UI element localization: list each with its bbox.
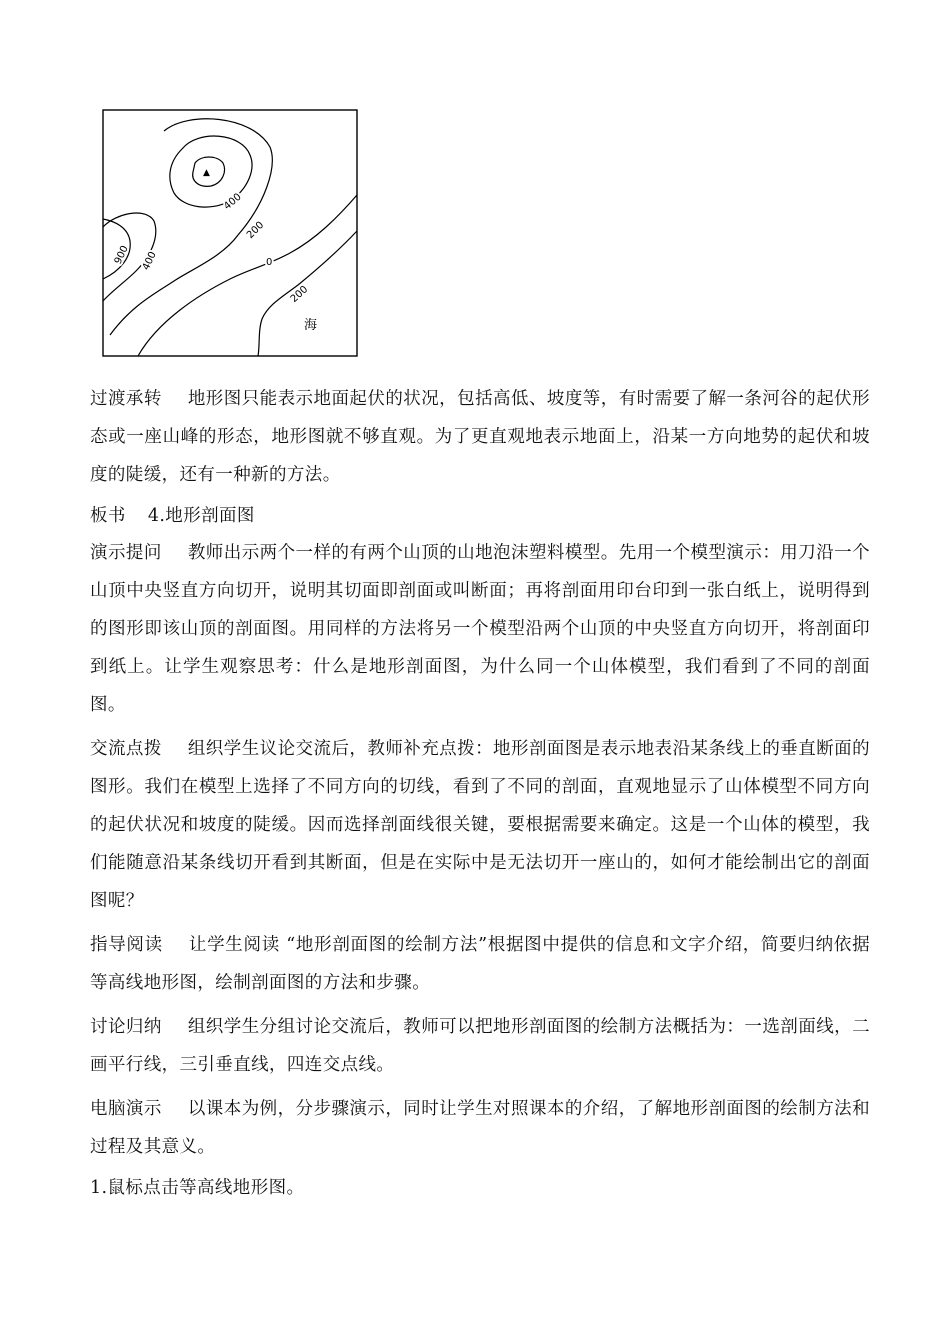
paragraph-label: 电脑演示 [90,1099,162,1119]
paragraph-exchange [90,730,870,920]
paragraph-body: 1.鼠标点击等高线地形图。 [90,1178,305,1198]
contour-label-0: 0 [266,257,273,268]
lesson-text [90,380,870,1206]
peak-symbol: ▲ [203,168,210,178]
contour-map [102,109,358,357]
sea-label: 海 [304,318,318,333]
section-heading: 4.地形剖面图 [147,506,255,526]
paragraph-body: 组织学生分组讨论交流后，教师可以把地形剖面图的绘制方法概括为：一选剖面线，二画平行线，三引垂直线，四连交点线。 [90,1017,870,1075]
contour-label-200-lower: 200 [288,284,311,306]
contour-map-svg [102,109,358,357]
paragraph-body: 地形图只能表示地面起伏的状况，包括高低、坡度等，有时需要了解一条河谷的起伏形态或一座山峰的形态，地形图就不够直观。为了更直观地表示地面上，沿某一方向地势的起伏和坡度的陡缓，还有一种新的方法。 [90,389,870,485]
paragraph-body: 教师出示两个一样的有两个山顶的山地泡沫塑料模型。先用一个模型演示：用刀沿一个山顶中央竖直方向切开，说明其切面即剖面或叫断面；再将剖面用印台印到一张白纸上，说明得到的图形即该山顶的剖面图。用同样的方法将另一个模型沿两个山顶的中央竖直方向切开，将剖面印到纸上。让学生观察思考：什么是地形剖面图，为什么同一个山体模型，我们看到了不同的剖面图。 [90,543,870,715]
paragraph-label: 演示提问 [90,543,162,563]
paragraph-label: 交流点拨 [90,739,162,759]
paragraph-body: 组织学生议论交流后，教师补充点拨：地形剖面图是表示地表沿某条线上的垂直断面的图形。我们在模型上选择了不同方向的切线，看到了不同的剖面，直观地显示了山体模型不同方向的起伏状况和坡度的陡缓。因而选择剖面线很关键，要根据需要来确定。这是一个山体的模型，我们能随意沿某条线切开看到其断面，但是在实际中是无法切开一座山的，如何才能绘制出它的剖面图呢？ [90,739,870,911]
paragraph-body: 让学生阅读 “地形剖面图的绘制方法”根据图中提供的信息和文字介绍，简要归纳依据等高线地形图，绘制剖面图的方法和步骤。 [90,935,870,993]
contour-label-400-left: 400 [140,250,159,273]
paragraph-label: 讨论归纳 [90,1017,162,1037]
paragraph-computer-demo [90,1090,870,1166]
contour-label-900: 900 [112,244,131,267]
paragraph-transition [90,380,870,494]
contour-label-400-ring: 400 [221,191,244,213]
paragraph-demo-question [90,534,870,724]
paragraph-label: 指导阅读 [90,935,163,955]
contour-label-200-upper: 200 [244,219,267,242]
paragraph-label: 过渡承转 [90,389,162,409]
paragraph-body: 以课本为例，分步骤演示，同时让学生对照课本的介绍，了解地形剖面图的绘制方法和过程及其意义。 [90,1099,870,1157]
paragraph-step-1 [90,1172,870,1204]
paragraph-guided-reading [90,926,870,1002]
paragraph-label: 板书 [90,506,126,526]
paragraph-blackboard [90,500,870,532]
paragraph-discussion [90,1008,870,1084]
